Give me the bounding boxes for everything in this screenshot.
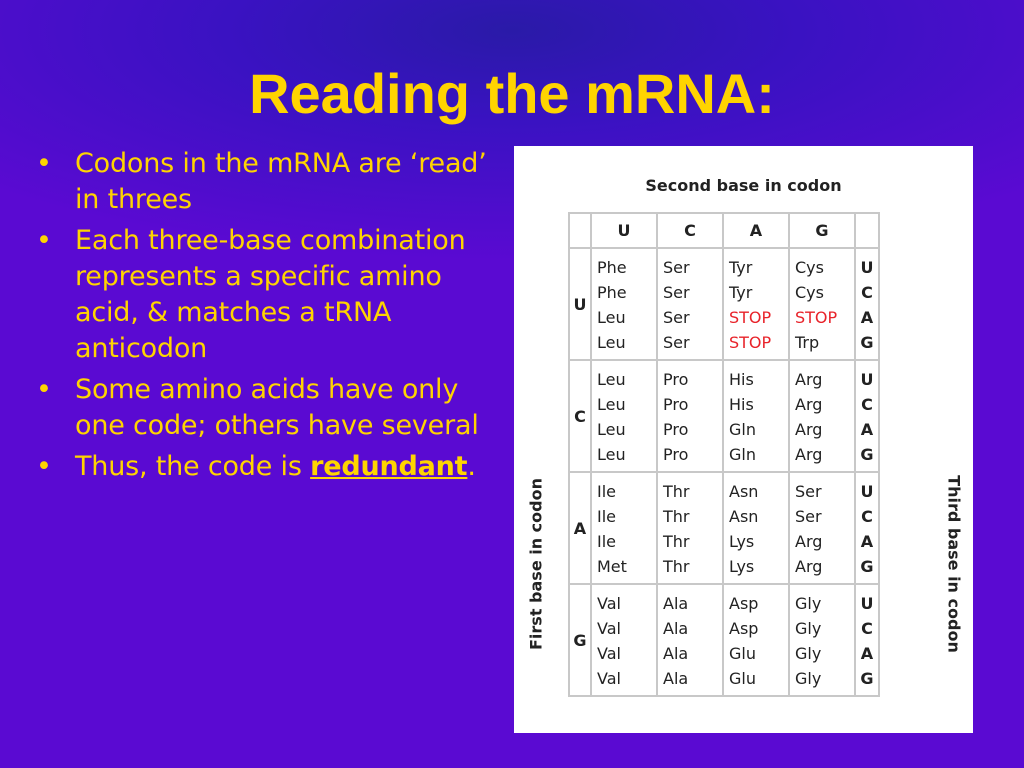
amino-acid-label: Val [597,594,621,613]
third-base-cell [855,360,879,472]
codon-table-body [569,248,879,696]
amino-acid-cell [789,584,855,696]
third-base-letter: G [860,669,874,688]
third-base-letter: U [860,258,874,277]
amino-acid-label: Arg [795,445,823,464]
third-base-letter: C [861,507,873,526]
amino-acid-label: Thr [663,482,690,501]
codon-table-panel [514,146,973,733]
amino-acid-label: Ile [597,482,617,501]
codon-row [569,248,879,360]
amino-acid-label: Asn [729,507,759,526]
amino-acid-label: Ser [795,482,822,501]
bullet-period: . [467,451,476,482]
second-base-header: C [657,213,723,248]
amino-acid-label: Ile [597,532,617,551]
bullet-list [30,146,500,490]
third-base-letter: A [860,532,874,551]
amino-acid-label: Trp [795,333,820,352]
third-base-letter: A [860,420,874,439]
codon-row [569,360,879,472]
amino-acid-label: Leu [597,445,626,464]
third-base-letter: U [860,482,874,501]
third-base-cell [855,472,879,584]
amino-acid-label: Lys [729,557,755,576]
bullet-dot: • [36,451,52,482]
third-base-letter: G [860,333,874,352]
amino-acid-cell [723,472,789,584]
amino-acid-label: Phe [597,283,627,302]
amino-acid-cell [657,248,723,360]
amino-acid-label: Ser [663,258,690,277]
second-base-heading: Second base in codon [645,176,842,195]
third-base-letter: C [861,619,873,638]
amino-acid-label: Glu [729,669,756,688]
amino-acid-cell [723,584,789,696]
amino-acid-label: Asp [729,594,759,613]
amino-acid-label: Tyr [729,258,753,277]
stop-codon-label: STOP [729,308,772,327]
redundant-term: redundant [310,451,468,482]
amino-acid-label: Arg [795,557,823,576]
first-base-cell: A [569,472,591,584]
amino-acid-cell [723,248,789,360]
amino-acid-label: Gln [729,420,756,439]
amino-acid-label: Met [597,557,627,576]
amino-acid-label: Ser [663,308,690,327]
amino-acid-label: Ile [597,507,617,526]
amino-acid-label: Asp [729,619,759,638]
first-base-label: First base in codon [526,478,546,650]
amino-acid-label: Tyr [729,283,753,302]
third-base-letter: A [860,644,874,663]
bullet-text: Codons in the mRNA are ‘read’ in threes [75,148,487,215]
amino-acid-cell [591,472,657,584]
amino-acid-label: Ser [795,507,822,526]
corner-cell [855,213,879,248]
amino-acid-label: Cys [795,283,824,302]
amino-acid-label: Thr [663,557,690,576]
slide-title: Reading the mRNA: [249,62,775,125]
first-base-cell: U [569,248,591,360]
amino-acid-label: Gly [795,619,822,638]
amino-acid-cell [789,248,855,360]
amino-acid-label: Gly [795,594,822,613]
third-base-cell [855,248,879,360]
amino-acid-label: Pro [663,370,689,389]
corner-cell [569,213,591,248]
stop-codon-label: STOP [795,308,838,327]
codon-row [569,472,879,584]
second-base-header: G [789,213,855,248]
bullet-text: Each three-base combination represents a specific amino acid, & matches a tRNA anticodon [75,225,466,364]
bullet-dot: • [36,148,52,179]
amino-acid-label: Asn [729,482,759,501]
amino-acid-label: Thr [663,507,690,526]
amino-acid-label: Arg [795,420,823,439]
second-base-header: U [591,213,657,248]
amino-acid-label: Ser [663,333,690,352]
third-base-letter: C [861,395,873,414]
third-base-cell [855,584,879,696]
amino-acid-cell [789,472,855,584]
bullet-item [30,223,500,367]
amino-acid-label: Leu [597,395,626,414]
amino-acid-label: Ala [663,594,689,613]
amino-acid-label: Pro [663,420,689,439]
codon-table [568,212,880,697]
amino-acid-cell [657,360,723,472]
bullet-dot: • [36,225,52,256]
bullet-text: Thus, the code is [75,451,311,482]
amino-acid-label: His [729,395,754,414]
amino-acid-label: Cys [795,258,824,277]
amino-acid-label: Arg [795,395,823,414]
stop-codon-label: STOP [729,333,772,352]
bullet-item [30,372,500,444]
codon-row [569,584,879,696]
third-base-letter: U [860,594,874,613]
amino-acid-cell [789,360,855,472]
second-base-header: A [723,213,789,248]
amino-acid-label: Pro [663,395,689,414]
second-base-header-row [569,213,879,248]
third-base-label: Third base in codon [944,475,964,653]
third-base-letter: A [860,308,874,327]
third-base-letter: G [860,557,874,576]
first-base-cell: G [569,584,591,696]
amino-acid-cell [591,584,657,696]
bullet-text: Some amino acids have only one code; others have several [75,374,479,441]
amino-acid-label: Val [597,619,621,638]
amino-acid-label: Leu [597,308,626,327]
amino-acid-label: Glu [729,644,756,663]
bullet-dot: • [36,374,52,405]
amino-acid-label: Ala [663,644,689,663]
amino-acid-cell [723,360,789,472]
bullet-item [30,146,500,218]
amino-acid-cell [591,360,657,472]
amino-acid-label: Ser [663,283,690,302]
amino-acid-label: Gly [795,644,822,663]
amino-acid-label: Leu [597,370,626,389]
amino-acid-cell [657,584,723,696]
amino-acid-label: Pro [663,445,689,464]
amino-acid-label: Thr [663,532,690,551]
amino-acid-label: Leu [597,420,626,439]
third-base-letter: G [860,445,874,464]
amino-acid-cell [657,472,723,584]
first-base-cell: C [569,360,591,472]
amino-acid-label: His [729,370,754,389]
amino-acid-label: Arg [795,532,823,551]
amino-acid-label: Leu [597,333,626,352]
amino-acid-label: Arg [795,370,823,389]
amino-acid-label: Val [597,644,621,663]
amino-acid-label: Ala [663,669,689,688]
third-base-letter: C [861,283,873,302]
amino-acid-label: Lys [729,532,755,551]
amino-acid-cell [591,248,657,360]
amino-acid-label: Phe [597,258,627,277]
amino-acid-label: Gln [729,445,756,464]
amino-acid-label: Val [597,669,621,688]
bullet-item [30,449,500,485]
amino-acid-label: Ala [663,619,689,638]
amino-acid-label: Gly [795,669,822,688]
third-base-letter: U [860,370,874,389]
